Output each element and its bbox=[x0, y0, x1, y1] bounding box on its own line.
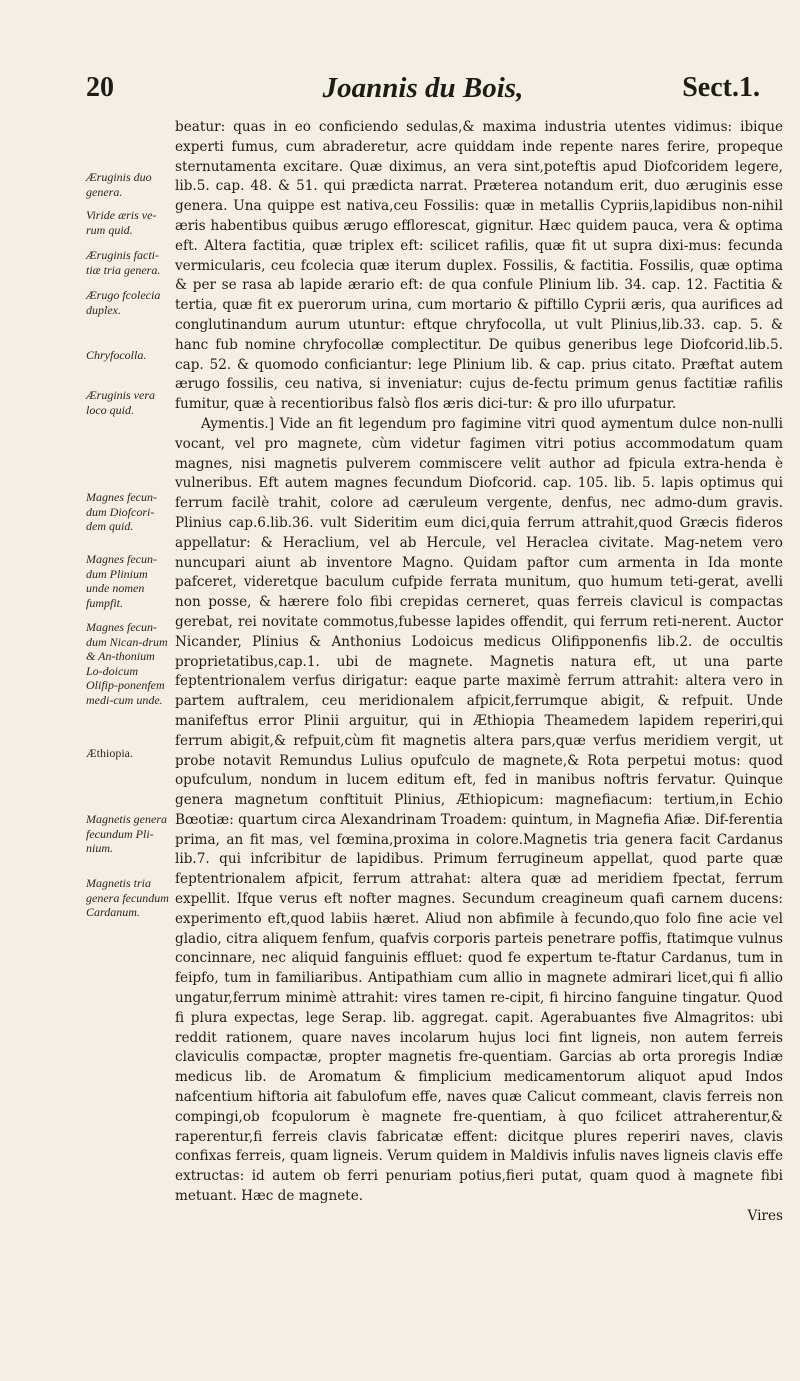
marginal-note: Æruginis facti-tiæ tria genera. bbox=[86, 248, 161, 277]
marginal-note: Magnes fecun-dum Diofcori-dem quid. bbox=[86, 490, 157, 533]
marginal-note: Magnes fecun-dum Nican-drum & An-thonium Lo-doicum Olifip-ponenfem medi-cum unde. bbox=[86, 620, 168, 707]
marginal-note: Æruginis vera loco quid. bbox=[86, 388, 155, 417]
running-header bbox=[86, 72, 760, 112]
marginal-note: Ærugo fcolecia duplex. bbox=[86, 288, 161, 317]
catchword: Vires bbox=[747, 1207, 783, 1224]
marginal-note: Æthiopia. bbox=[86, 746, 133, 760]
marginal-note: Chryfocolla. bbox=[86, 348, 147, 362]
running-title: Joannis du Bois, bbox=[322, 72, 524, 104]
marginal-note: Viride æris ve-rum quid. bbox=[86, 208, 157, 237]
marginal-note: Æruginis duo genera. bbox=[86, 170, 152, 199]
marginal-note: Magnes fecun-dum Plinium unde nomen fumpfit. bbox=[86, 552, 157, 610]
marginal-note: Magnetis genera fecundum Pli-nium. bbox=[86, 812, 167, 855]
paragraph-aerugo: beatur: quas in eo conficiendo sedulas,& maxima industria utentes vidimus: ibique experti fumus, cum abraderetur, acre quiddam inde repente nares ferire, propeque sternutamenta excitare. Quæ diximus, an vera sint,poteftis apud Diofcoridem legere, lib.5. cap. 48. & 51. qui prædicta narrat. Præterea notandum erit, duo æruginis esse genera. Una quippe est nativa,ceu Fossilis: quæ in metallis Cypriis,lapidibus non-nihil æris habentibus quibus ærugo efflorescat, gignitur. Hæc quidem pauca, vera & optima eft. Altera factitia, quæ triplex eft: scilicet rafilis, quæ fit ut supra dixi-mus: fecunda vermicularis, ceu fcolecia quæ iterum duplex. Fossilis, & factitia. Fossilis, quæ optima & per se rasa ab lapide ærario eft: de qua confule Plinium lib. 34. cap. 12. Factitia & tertia, quæ fit ex puerorum urina, cum mortario & piftillo Cyprii æris, qua aurifices ad conglutinandum aurum utuntur: eftque chryfocolla, ut vult Plinius,lib.33. cap. 5. & hanc fub nomine chryfocollæ complectitur. De quibus generibus lege Diofcorid.lib.5. cap. 52. & quomodo conficiantur: lege Plinium lib. & cap. prius citato. Præftat autem ærugo fossilis, ceu nativa, si inveniatur: cujus de-fectu primum genus factitiæ rafilis fumitur, quæ à recentioribus falsò flos æris dici-tur: & pro illo ufurpatur. bbox=[175, 119, 783, 413]
section-label: Sect.1. bbox=[682, 72, 760, 103]
paragraph-magnes: Aymentis.] Vide an fit legendum pro fagimine vitri quod aymentum dulce non-nulli vocant, vel pro magnete, cùm videtur fagimen vitri potius accommodatum quam magnes, nisi magnetis pulverem commiscere velit author ad fpicula extra-henda è vulneribus. Eft autem magnes fecundum Diofcorid. cap. 105. lib. 5. lapis optimus qui ferrum facilè trahit, colore ad cæruleum vergente, denfus, nec admo-dum gravis. Plinius cap.6.lib.36. vult Sideritim eum dici,quia ferrum attrahit,quod Græcis fideros appellatur: & Heraclium, vel ab Hercule, vel Heraclea civitate. Mag-netem vero nuncupari aiunt ab inventore Magno. Quidam paftor cum armenta in Ida monte pafceret, videretque baculum cufpide ferrata munitum, quo humum teti-gerat, avelli non posse, & hærere folo fibi crepidas cerneret, quas ferreis clavicul is compactas gerebat, rei novitate commotus,fubesse lapides offendit, qui ferrum reti-nerent. Auctor Nicander, Plinius & Anthonius Lodoicus medicus Olifipponenfis lib.2. de occultis proprietatibus,cap.1. ubi de magnete. Magnetis natura eft, ut una parte feptentrionalem verfus dirigatur: eaque parte maximè ferrum attrahit: altera vero in partem auftralem, ceu meridionalem afpicit,ferrumque abigit, & refpuit. Unde manifeftus error Plinii arguitur, qui in Æthiopia Theamedem lapidem reperiri,qui ferrum abigit,& refpuit,cùm fit magnetis altera pars,quæ verfus meridiem vergit, ut probe notavit Remundus Lulius opufculo de magnete,& Rota perpetui motus: quod opufculum, nondum in lucem editum eft, fed in manibus noftris fervatur. Quinque genera magnetum conftituit Plinius, Æthiopicum: magnefiacum: tertium,in Echio Bœotiæ: quartum circa Alexandrinam Troadem: quintum, in Magnefia Afiæ. Dif-ferentia prima, an fit mas, vel fœmina,proxima in colore.Magnetis tria genera facit Cardanus lib.7. qui infcribitur de lapidibus. Primum ferrugineum appellat, quod parte quæ feptentrionalem afpicit, ferrum attrahat: altera quæ ad meridiem fpectat, ferrum expellit. Ifque verus eft nofter magnes. Secundum creagineum quafi carnem ducens: experimento eft,quod labiis hæret. Aliud non abfimile à fecundo,quo folo fine acie vel gladio, citra aliquem fenfum, quafvis corporis parteis penetrare poffis, ftatimque vulnus concinnare, nec aliquid fanguinis effluet: quod fe expertum te-ftatur Cardanus, tum in feipfo, tum in familiaribus. Antipathiam cum allio in magnete admirari licet,qui fi allio ungatur,ferrum minimè attrahit: vires tamen re-cipit, fi hircino fanguine tingatur. Quod fi plura expectas, lege Serap. lib. aggregat. capit. Agerabuantes five Almagritos: ubi reddit rationem, quare naves incolarum hujus loci fint ligneis, non autem ferreis claviculis compactæ, propter magnetis fre-quentiam. Garcias ab orta proregis Indiæ medicus lib. de Aromatum & fimplicium medicamentorum aliquot apud Indos nafcentium hiftoria ait fabulofum effe, naves quæ Calicut commeant, clavis ferreis non compingi,ob fcopulorum è magnete fre-quentiam, à quo fcilicet attraherentur,& raperentur,fi ferreis clavis fabricatæ effent: dicitque plures reperiri naves, clavis confixas ferreis, quam ligneis. Verum quidem in Maldivis infulis naves ligneis clavis effe extructas: id autem ob ferri penuriam potius,fieri putat, quam quod à magnete fibi metuant. Hæc de magnete. bbox=[175, 415, 783, 1205]
page-number: 20 bbox=[86, 72, 114, 103]
main-text bbox=[175, 118, 783, 1227]
marginal-note: Magnetis tria genera fecundum Cardanum. bbox=[86, 876, 169, 919]
